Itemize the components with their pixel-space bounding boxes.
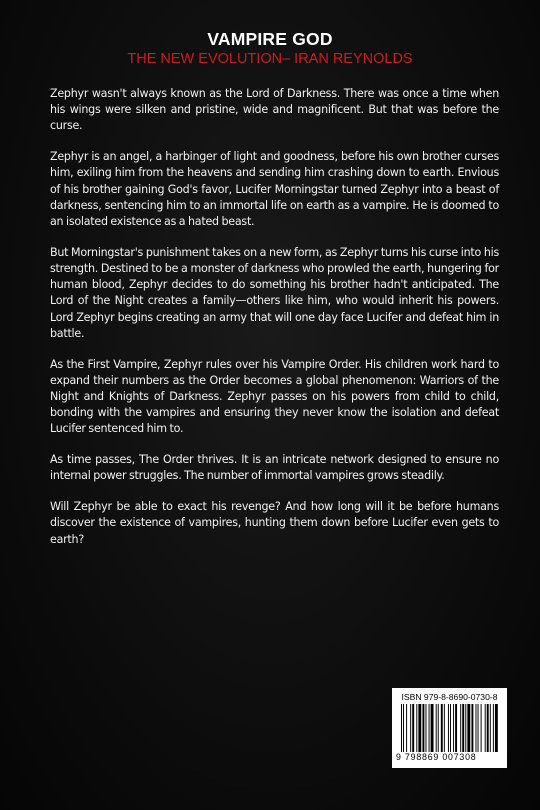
book-title: VAMPIRE GOD [207, 29, 333, 49]
cover-header [0, 28, 540, 68]
blurb-text [50, 86, 499, 562]
isbn-barcode [392, 688, 507, 768]
isbn-label: ISBN 979-8-8690-0730-8 [401, 692, 498, 702]
blurb-paragraph: But Morningstar's punishment takes on a new form, as Zephyr turns his curse into his strength. Destined to be a monster of darkness who prowled the earth, hungering for human blood, Zephyr decides to do something his brother hadn't anticipated. The Lord of the Night creates a family—others like him, who would inherit his powers. Lord Zephyr begins creating an army that will one day face Lucifer and defeat him in battle. [50, 245, 499, 340]
book-subtitle-author: THE NEW EVOLUTION– IRAN REYNOLDS [127, 51, 413, 67]
blurb-paragraph: Zephyr wasn't always known as the Lord of Darkness. There was once a time when his wings were silken and pristine, wide and magnificent. But that was before the curse. [50, 87, 499, 133]
blurb-paragraph: Zephyr is an angel, a harbinger of light and goodness, before his own brother curses him, exiling him from the heavens and sending him crashing down to earth. Envious of his brother gaining God's favor, Lucifer Morningstar turned Zephyr into a beast of darkness, sentencing him to an immortal life on earth as a vampire. He is doomed to an isolated existence as a hated beast. [50, 150, 499, 229]
blurb-paragraph: Will Zephyr be able to exact his revenge? And how long will it be before humans discover the existence of vampires, hunting them down before Lucifer even gets to earth? [50, 500, 499, 546]
barcode-bars [401, 704, 499, 752]
blurb-paragraph: As the First Vampire, Zephyr rules over his Vampire Order. His children work hard to expand their numbers as the Order becomes a global phenomenon: Warriors of the Night and Knights of Darkness. Zephyr passes on his powers from child to child, bonding with the vampires and ensuring they never know the isolation and defeat Lucifer sentenced him to. [50, 357, 499, 436]
blurb-paragraph: As time passes, The Order thrives. It is an intricate network designed to ensure no internal power struggles. The number of immortal vampires grows steadily. [50, 453, 499, 483]
barcode-digits: 9 798869 007308 [396, 752, 477, 762]
